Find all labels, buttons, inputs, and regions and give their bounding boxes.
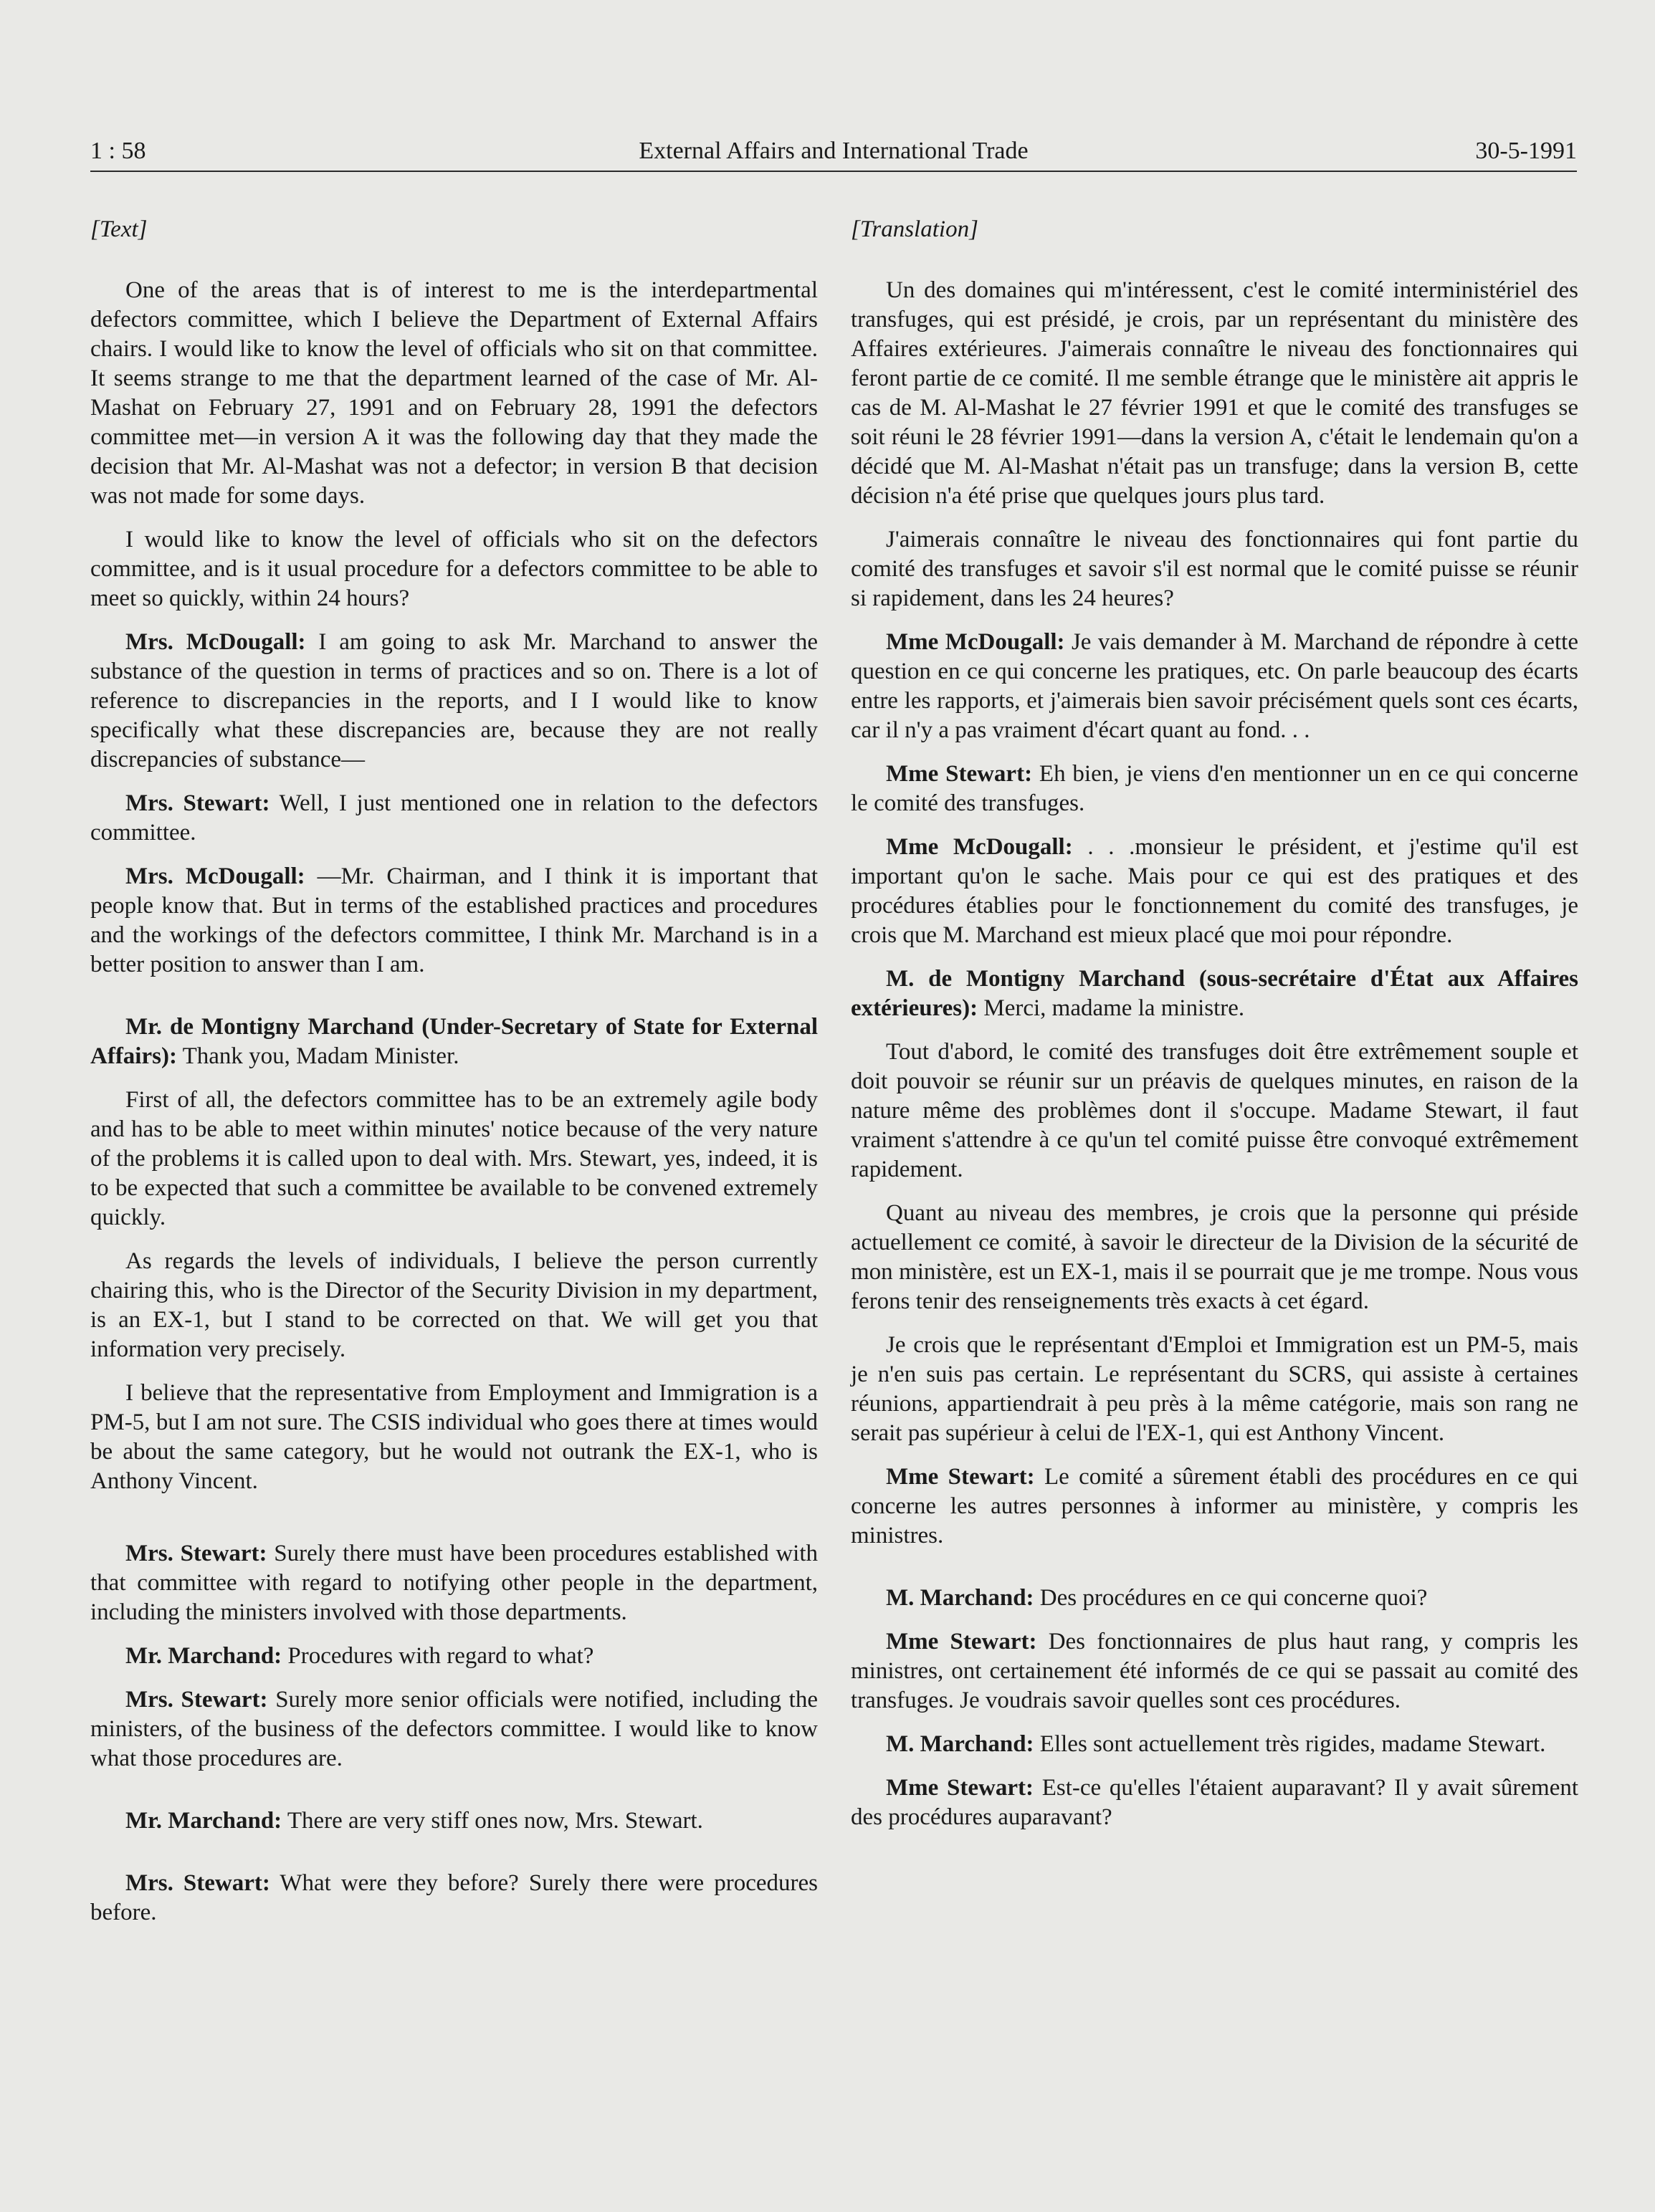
speaker: M. Marchand: bbox=[886, 1731, 1034, 1757]
speech: Surely there must have been procedures established with that committee with regard to notifying other people in the department, including the ministers involved with those departments. bbox=[90, 1541, 818, 1625]
paragraph bbox=[851, 833, 1578, 950]
page-number: 1 : 58 bbox=[90, 138, 146, 164]
speech: Well, I just mentioned one in relation to the defectors committee. bbox=[90, 790, 818, 846]
speaker: M. de Montigny Marchand (sous-secrétaire d'État aux Affaires extérieures): bbox=[851, 966, 1578, 1021]
speaker: Mme McDougall: bbox=[886, 834, 1073, 860]
speaker: Mme Stewart: bbox=[886, 1464, 1035, 1490]
speech: I am going to ask Mr. Marchand to answer the substance of the question in terms of practices and so on. There is a lot of reference to discrepancies in the reports, and I I would like to know specifically what these discrepancies are, because they are not really discrepancies of substance— bbox=[90, 629, 818, 772]
speaker: Mrs. Stewart: bbox=[125, 790, 270, 816]
paragraph bbox=[90, 1685, 818, 1773]
paragraph bbox=[90, 1247, 818, 1364]
speaker: Mme Stewart: bbox=[886, 761, 1033, 787]
speech: Procedures with regard to what? bbox=[282, 1643, 594, 1669]
speech: I believe that the representative from Employment and Immigration is a PM-5, but I am not sure. The CSIS individual who goes there at times would be about the same category, but he would not outrank the EX-1, who is Anthony Vincent. bbox=[90, 1380, 818, 1494]
speaker: M. Marchand: bbox=[886, 1585, 1034, 1611]
paragraph bbox=[851, 1331, 1578, 1448]
paragraph bbox=[851, 1730, 1578, 1759]
speech: Des procédures en ce qui concerne quoi? bbox=[1034, 1585, 1428, 1611]
paragraph bbox=[90, 1806, 818, 1836]
paragraph bbox=[90, 276, 818, 511]
speech: There are very stiff ones now, Mrs. Stewart. bbox=[282, 1808, 703, 1834]
paragraph bbox=[90, 862, 818, 980]
paragraph bbox=[90, 1379, 818, 1496]
speech: First of all, the defectors committee has to be an extremely agile body and has to be able to meet within minutes' notice because of the very nature of the problems it is called upon to deal with. Mrs. Stewart, yes, indeed, it is to be expected that such a committee be available to be convened extremely quickly. bbox=[90, 1087, 818, 1230]
paragraph bbox=[851, 276, 1578, 511]
speaker: Mrs. McDougall: bbox=[125, 629, 306, 655]
paragraph bbox=[851, 1584, 1578, 1613]
translation-tag: [Translation] bbox=[851, 216, 978, 242]
paragraph bbox=[851, 1199, 1578, 1316]
paragraph bbox=[90, 1642, 818, 1671]
speech: I would like to know the level of officials who sit on the defectors committee, and is it usual procedure for a defectors committee to be able to meet so quickly, within 24 hours? bbox=[90, 527, 818, 611]
speech: Elles sont actuellement très rigides, madame Stewart. bbox=[1034, 1731, 1546, 1757]
speech: Surely more senior officials were notified, including the ministers, of the business of the defectors committee. I would like to know what those procedures are. bbox=[90, 1687, 818, 1771]
speaker: Mrs. McDougall: bbox=[125, 863, 305, 889]
paragraph bbox=[851, 1462, 1578, 1551]
paragraph bbox=[90, 628, 818, 775]
speech: Je crois que le représentant d'Emploi et Immigration est un PM-5, mais je n'en suis pas certain. Le représentant du SCRS, qui assiste à certaines réunions, appartiendrait à peu près à la même catégorie, mais son rang ne serait pas supérieur à celui de l'EX-1, qui est Anthony Vincent. bbox=[851, 1332, 1578, 1446]
paragraph bbox=[90, 789, 818, 848]
speaker: Mr. de Montigny Marchand (Under-Secretary of State for External Affairs): bbox=[90, 1014, 818, 1069]
speech: Un des domaines qui m'intéressent, c'est le comité interministériel des transfuges, qui est présidé, je crois, par un représentant du ministère des Affaires extérieures. J'aimerais connaître le niveau des fonctionnaires qui feront partie de ce comité. Il me semble étrange que le ministère ait appris le cas de M. Al-Mashat le 27 février 1991 et que le comité des transfuges se soit réuni le 28 février 1991—dans la version A, c'était le lendemain qu'on a décidé que M. Al-Mashat n'était pas un transfuge; dans la version B, cette décision n'a été prise que quelques jours plus tard. bbox=[851, 277, 1578, 509]
speech: Est-ce qu'elles l'étaient auparavant? Il y avait sûrement des procédures auparavant? bbox=[851, 1775, 1579, 1830]
paragraph bbox=[90, 525, 818, 613]
publication-title: External Affairs and International Trade bbox=[639, 138, 1029, 164]
speech: . . .monsieur le président, et j'estime qu'il est important qu'on le sache. Mais pour ce qui est des pratiques et des procédures établies pour le fonctionnement du comité des transfuges, je crois que M. Marchand est mieux placé que moi pour répondre. bbox=[851, 834, 1578, 948]
speech: One of the areas that is of interest to me is the interdepartmental defectors committee, which I believe the Department of External Affairs chairs. I would like to know the level of officials who sit on that committee. It seems strange to me that the department learned of the case of Mr. Al-Mashat on February 27, 1991 and on February 28, 1991 the defectors committee met—in version A it was the following day that they made the decision that Mr. Al-Mashat was not a defector; in version B that decision was not made for some days. bbox=[90, 277, 818, 509]
paragraph bbox=[90, 1086, 818, 1232]
speech: Le comité a sûrement établi des procédures en ce qui concerne les autres personnes à informer au ministère, y compris les ministres. bbox=[851, 1464, 1579, 1548]
paragraph bbox=[851, 1627, 1578, 1715]
speech: Eh bien, je viens d'en mentionner un en ce qui concerne le comité des transfuges. bbox=[851, 761, 1579, 816]
speaker: Mme Stewart: bbox=[886, 1775, 1034, 1801]
speaker: Mr. Marchand: bbox=[125, 1643, 282, 1669]
page-date: 30-5-1991 bbox=[1475, 138, 1577, 164]
speaker: Mr. Marchand: bbox=[125, 1808, 282, 1834]
paragraph bbox=[851, 760, 1578, 818]
speech: Thank you, Madam Minister. bbox=[176, 1043, 459, 1069]
speech: Tout d'abord, le comité des transfuges doit être extrêmement souple et doit pouvoir se réunir sur un préavis de quelques minutes, en raison de la nature même des problèmes dont il s'occupe. Madame Stewart, il faut vraiment s'attendre à ce qu'un tel comité puisse être convoqué extrêmement rapidement. bbox=[851, 1039, 1578, 1182]
paragraph bbox=[90, 1869, 818, 1928]
paragraph bbox=[90, 1012, 818, 1071]
speaker: Mrs. Stewart: bbox=[125, 1687, 268, 1713]
text-tag: [Text] bbox=[90, 216, 148, 242]
speech: Je vais demander à M. Marchand de répondre à cette question en ce qui concerne les pratiques, etc. On parle beaucoup des écarts entre les rapports, et j'aimerais bien savoir précisément quels sont ces écarts, car il n'y a pas vraiment d'écart quant au fond. . . bbox=[851, 629, 1578, 743]
speech: J'aimerais connaître le niveau des fonctionnaires qui font partie du comité des transfuges et savoir s'il est normal que le comité puisse se réunir si rapidement, dans les 24 heures? bbox=[851, 527, 1578, 611]
speech: Quant au niveau des membres, je crois que la personne qui préside actuellement ce comité, à savoir le directeur de la Division de la sécurité de mon ministère, est un EX-1, mais il se pourrait que je me trompe. Nous vous ferons tenir des renseignements très exacts à cet égard. bbox=[851, 1200, 1578, 1314]
speech: What were they before? Surely there were procedures before. bbox=[90, 1870, 818, 1925]
paragraph bbox=[851, 628, 1578, 745]
speaker: Mrs. Stewart: bbox=[125, 1541, 267, 1566]
paragraph bbox=[851, 964, 1578, 1023]
paragraph bbox=[851, 1773, 1578, 1832]
paragraph bbox=[851, 1038, 1578, 1184]
speech: Des fonctionnaires de plus haut rang, y compris les ministres, ont certainement été informés de ce qui se passait au comité des transfuges. Je voudrais savoir quelles sont ces procédures. bbox=[851, 1629, 1578, 1713]
speaker: Mrs. Stewart: bbox=[125, 1870, 270, 1896]
speaker: Mme McDougall: bbox=[886, 629, 1065, 655]
english-column bbox=[90, 215, 818, 1942]
speech: As regards the levels of individuals, I believe the person currently chairing this, who is the Director of the Security Division in my department, is an EX-1, but I stand to be corrected on that. We will get you that information very precisely. bbox=[90, 1248, 818, 1362]
french-column bbox=[851, 215, 1578, 1847]
speaker: Mme Stewart: bbox=[886, 1629, 1037, 1655]
speech: —Mr. Chairman, and I think it is important that people know that. But in terms of the established practices and procedures and the workings of the defectors committee, I think Mr. Marchand is in a better position to answer than I am. bbox=[90, 863, 818, 977]
paragraph bbox=[851, 525, 1578, 613]
page-header bbox=[90, 133, 1577, 172]
paragraph bbox=[90, 1539, 818, 1627]
speech: Merci, madame la ministre. bbox=[978, 995, 1245, 1021]
